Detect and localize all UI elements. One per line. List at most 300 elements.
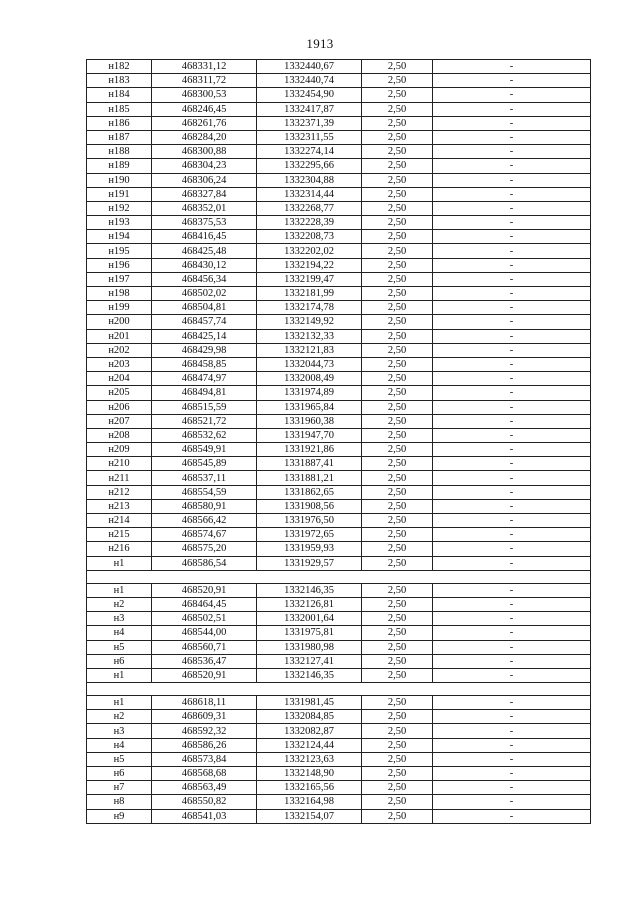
x-coordinate-cell: 468550,82 [152, 795, 257, 809]
page-number: 1913 [306, 36, 334, 51]
point-id-cell: н215 [87, 528, 152, 542]
point-id-cell: н185 [87, 102, 152, 116]
table-row [87, 329, 591, 343]
point-id-cell: н1 [87, 556, 152, 570]
x-coordinate-cell: 468425,14 [152, 329, 257, 343]
table-row [87, 696, 591, 710]
note-cell: - [433, 187, 591, 201]
y-coordinate-cell: 1332268,77 [257, 201, 362, 215]
point-id-cell: н200 [87, 315, 152, 329]
x-coordinate-cell: 468537,11 [152, 471, 257, 485]
x-coordinate-cell: 468474,97 [152, 372, 257, 386]
note-cell: - [433, 626, 591, 640]
y-coordinate-cell: 1332304,88 [257, 173, 362, 187]
point-id-cell: н203 [87, 357, 152, 371]
note-cell: - [433, 372, 591, 386]
point-id-cell: н8 [87, 795, 152, 809]
y-coordinate-cell: 1332181,99 [257, 287, 362, 301]
y-coordinate-cell: 1332082,87 [257, 724, 362, 738]
x-coordinate-cell: 468300,88 [152, 145, 257, 159]
y-coordinate-cell: 1332295,66 [257, 159, 362, 173]
table-row [87, 528, 591, 542]
note-cell: - [433, 116, 591, 130]
x-coordinate-cell: 468261,76 [152, 116, 257, 130]
y-coordinate-cell: 1332084,85 [257, 710, 362, 724]
y-coordinate-cell: 1331887,41 [257, 457, 362, 471]
accuracy-cell: 2,50 [362, 386, 433, 400]
table-row [87, 244, 591, 258]
y-coordinate-cell: 1331976,50 [257, 514, 362, 528]
y-coordinate-cell: 1332440,74 [257, 74, 362, 88]
y-coordinate-cell: 1332371,39 [257, 116, 362, 130]
note-cell: - [433, 428, 591, 442]
table-row [87, 315, 591, 329]
accuracy-cell: 2,50 [362, 767, 433, 781]
y-coordinate-cell: 1332164,98 [257, 795, 362, 809]
point-id-cell: н2 [87, 597, 152, 611]
y-coordinate-cell: 1332417,87 [257, 102, 362, 116]
point-id-cell: н2 [87, 710, 152, 724]
point-id-cell: н207 [87, 414, 152, 428]
note-cell: - [433, 795, 591, 809]
x-coordinate-cell: 468586,26 [152, 738, 257, 752]
accuracy-cell: 2,50 [362, 710, 433, 724]
point-id-cell: н186 [87, 116, 152, 130]
note-cell: - [433, 752, 591, 766]
x-coordinate-cell: 468618,11 [152, 696, 257, 710]
table-row [87, 471, 591, 485]
point-id-cell: н1 [87, 668, 152, 682]
note-cell: - [433, 258, 591, 272]
table-row [87, 626, 591, 640]
accuracy-cell: 2,50 [362, 301, 433, 315]
note-cell: - [433, 485, 591, 499]
table-row [87, 357, 591, 371]
y-coordinate-cell: 1331929,57 [257, 556, 362, 570]
table-row [87, 145, 591, 159]
point-id-cell: н213 [87, 499, 152, 513]
note-cell: - [433, 457, 591, 471]
table-row [87, 400, 591, 414]
x-coordinate-cell: 468430,12 [152, 258, 257, 272]
table-row [87, 116, 591, 130]
y-coordinate-cell: 1332149,92 [257, 315, 362, 329]
y-coordinate-cell: 1332124,44 [257, 738, 362, 752]
table-row [87, 443, 591, 457]
note-cell: - [433, 357, 591, 371]
point-id-cell: н5 [87, 640, 152, 654]
table-row [87, 414, 591, 428]
accuracy-cell: 2,50 [362, 60, 433, 74]
table-row [87, 60, 591, 74]
accuracy-cell: 2,50 [362, 88, 433, 102]
note-cell: - [433, 88, 591, 102]
note-cell: - [433, 329, 591, 343]
accuracy-cell: 2,50 [362, 428, 433, 442]
table-row [87, 187, 591, 201]
table-row [87, 258, 591, 272]
x-coordinate-cell: 468375,53 [152, 216, 257, 230]
accuracy-cell: 2,50 [362, 244, 433, 258]
x-coordinate-cell: 468352,01 [152, 201, 257, 215]
accuracy-cell: 2,50 [362, 696, 433, 710]
note-cell: - [433, 74, 591, 88]
x-coordinate-cell: 468575,20 [152, 542, 257, 556]
accuracy-cell: 2,50 [362, 738, 433, 752]
accuracy-cell: 2,50 [362, 116, 433, 130]
x-coordinate-cell: 468458,85 [152, 357, 257, 371]
point-id-cell: н208 [87, 428, 152, 442]
table-row [87, 457, 591, 471]
y-coordinate-cell: 1332274,14 [257, 145, 362, 159]
accuracy-cell: 2,50 [362, 74, 433, 88]
x-coordinate-cell: 468544,00 [152, 626, 257, 640]
x-coordinate-cell: 468580,91 [152, 499, 257, 513]
y-coordinate-cell: 1332123,63 [257, 752, 362, 766]
table-row [87, 668, 591, 682]
y-coordinate-cell: 1332202,02 [257, 244, 362, 258]
note-cell: - [433, 583, 591, 597]
note-cell: - [433, 809, 591, 823]
table-row [87, 485, 591, 499]
note-cell: - [433, 315, 591, 329]
accuracy-cell: 2,50 [362, 612, 433, 626]
accuracy-cell: 2,50 [362, 187, 433, 201]
point-id-cell: н209 [87, 443, 152, 457]
point-id-cell: н7 [87, 781, 152, 795]
accuracy-cell: 2,50 [362, 654, 433, 668]
note-cell: - [433, 696, 591, 710]
accuracy-cell: 2,50 [362, 752, 433, 766]
note-cell: - [433, 386, 591, 400]
y-coordinate-cell: 1332174,78 [257, 301, 362, 315]
note-cell: - [433, 216, 591, 230]
x-coordinate-cell: 468536,47 [152, 654, 257, 668]
x-coordinate-cell: 468560,71 [152, 640, 257, 654]
table-row [87, 556, 591, 570]
note-cell: - [433, 443, 591, 457]
note-cell: - [433, 556, 591, 570]
table-row [87, 102, 591, 116]
table-row [87, 173, 591, 187]
note-cell: - [433, 597, 591, 611]
point-id-cell: н3 [87, 612, 152, 626]
accuracy-cell: 2,50 [362, 315, 433, 329]
table-row [87, 372, 591, 386]
y-coordinate-cell: 1332165,56 [257, 781, 362, 795]
table-row [87, 752, 591, 766]
table-row [87, 767, 591, 781]
note-cell: - [433, 724, 591, 738]
accuracy-cell: 2,50 [362, 471, 433, 485]
y-coordinate-cell: 1332001,64 [257, 612, 362, 626]
y-coordinate-cell: 1332199,47 [257, 272, 362, 286]
point-id-cell: н1 [87, 583, 152, 597]
note-cell: - [433, 781, 591, 795]
y-coordinate-cell: 1331965,84 [257, 400, 362, 414]
point-id-cell: н195 [87, 244, 152, 258]
y-coordinate-cell: 1332008,49 [257, 372, 362, 386]
x-coordinate-cell: 468425,48 [152, 244, 257, 258]
accuracy-cell: 2,50 [362, 159, 433, 173]
accuracy-cell: 2,50 [362, 216, 433, 230]
y-coordinate-cell: 1332146,35 [257, 668, 362, 682]
x-coordinate-cell: 468520,91 [152, 668, 257, 682]
accuracy-cell: 2,50 [362, 372, 433, 386]
y-coordinate-cell: 1332228,39 [257, 216, 362, 230]
point-id-cell: н183 [87, 74, 152, 88]
x-coordinate-cell: 468429,98 [152, 343, 257, 357]
table-row [87, 499, 591, 513]
accuracy-cell: 2,50 [362, 781, 433, 795]
point-id-cell: н190 [87, 173, 152, 187]
section-separator-cell [87, 570, 591, 583]
table-row [87, 640, 591, 654]
table-row [87, 710, 591, 724]
y-coordinate-cell: 1332440,67 [257, 60, 362, 74]
note-cell: - [433, 612, 591, 626]
y-coordinate-cell: 1331921,86 [257, 443, 362, 457]
note-cell: - [433, 272, 591, 286]
accuracy-cell: 2,50 [362, 102, 433, 116]
note-cell: - [433, 414, 591, 428]
x-coordinate-cell: 468311,72 [152, 74, 257, 88]
accuracy-cell: 2,50 [362, 343, 433, 357]
x-coordinate-cell: 468327,84 [152, 187, 257, 201]
x-coordinate-cell: 468246,45 [152, 102, 257, 116]
x-coordinate-cell: 468515,59 [152, 400, 257, 414]
x-coordinate-cell: 468586,54 [152, 556, 257, 570]
x-coordinate-cell: 468566,42 [152, 514, 257, 528]
x-coordinate-cell: 468456,34 [152, 272, 257, 286]
table-row [87, 301, 591, 315]
point-id-cell: н198 [87, 287, 152, 301]
accuracy-cell: 2,50 [362, 542, 433, 556]
table-row [87, 654, 591, 668]
accuracy-cell: 2,50 [362, 809, 433, 823]
x-coordinate-cell: 468304,23 [152, 159, 257, 173]
y-coordinate-cell: 1331975,81 [257, 626, 362, 640]
x-coordinate-cell: 468331,12 [152, 60, 257, 74]
section-separator-cell [87, 683, 591, 696]
point-id-cell: н210 [87, 457, 152, 471]
accuracy-cell: 2,50 [362, 583, 433, 597]
table-row [87, 343, 591, 357]
accuracy-cell: 2,50 [362, 130, 433, 144]
note-cell: - [433, 173, 591, 187]
table-row [87, 542, 591, 556]
accuracy-cell: 2,50 [362, 173, 433, 187]
y-coordinate-cell: 1331947,70 [257, 428, 362, 442]
accuracy-cell: 2,50 [362, 528, 433, 542]
table-row [87, 230, 591, 244]
accuracy-cell: 2,50 [362, 287, 433, 301]
y-coordinate-cell: 1331960,38 [257, 414, 362, 428]
accuracy-cell: 2,50 [362, 258, 433, 272]
point-id-cell: н205 [87, 386, 152, 400]
point-id-cell: н193 [87, 216, 152, 230]
note-cell: - [433, 514, 591, 528]
note-cell: - [433, 767, 591, 781]
table-row [87, 287, 591, 301]
x-coordinate-cell: 468549,91 [152, 443, 257, 457]
table-row [87, 216, 591, 230]
accuracy-cell: 2,50 [362, 724, 433, 738]
x-coordinate-cell: 468541,03 [152, 809, 257, 823]
table-row [87, 428, 591, 442]
table-row [87, 272, 591, 286]
note-cell: - [433, 640, 591, 654]
table-row [87, 201, 591, 215]
y-coordinate-cell: 1332314,44 [257, 187, 362, 201]
point-id-cell: н191 [87, 187, 152, 201]
x-coordinate-cell: 468545,89 [152, 457, 257, 471]
y-coordinate-cell: 1332311,55 [257, 130, 362, 144]
point-id-cell: н216 [87, 542, 152, 556]
y-coordinate-cell: 1332146,35 [257, 583, 362, 597]
point-id-cell: н199 [87, 301, 152, 315]
y-coordinate-cell: 1331974,89 [257, 386, 362, 400]
note-cell: - [433, 471, 591, 485]
note-cell: - [433, 668, 591, 682]
accuracy-cell: 2,50 [362, 626, 433, 640]
note-cell: - [433, 244, 591, 258]
point-id-cell: н184 [87, 88, 152, 102]
x-coordinate-cell: 468306,24 [152, 173, 257, 187]
point-id-cell: н202 [87, 343, 152, 357]
point-id-cell: н212 [87, 485, 152, 499]
y-coordinate-cell: 1331881,21 [257, 471, 362, 485]
x-coordinate-cell: 468574,67 [152, 528, 257, 542]
point-id-cell: н188 [87, 145, 152, 159]
accuracy-cell: 2,50 [362, 597, 433, 611]
y-coordinate-cell: 1331972,65 [257, 528, 362, 542]
accuracy-cell: 2,50 [362, 514, 433, 528]
coordinates-table [86, 59, 591, 824]
accuracy-cell: 2,50 [362, 457, 433, 471]
y-coordinate-cell: 1331862,65 [257, 485, 362, 499]
y-coordinate-cell: 1332126,81 [257, 597, 362, 611]
table-row [87, 583, 591, 597]
point-id-cell: н206 [87, 400, 152, 414]
point-id-cell: н1 [87, 696, 152, 710]
note-cell: - [433, 159, 591, 173]
accuracy-cell: 2,50 [362, 201, 433, 215]
y-coordinate-cell: 1332121,83 [257, 343, 362, 357]
accuracy-cell: 2,50 [362, 414, 433, 428]
x-coordinate-cell: 468592,32 [152, 724, 257, 738]
x-coordinate-cell: 468609,31 [152, 710, 257, 724]
x-coordinate-cell: 468504,81 [152, 301, 257, 315]
table-row [87, 809, 591, 823]
section-separator-row [87, 570, 591, 583]
x-coordinate-cell: 468520,91 [152, 583, 257, 597]
coordinates-table-body [87, 60, 591, 824]
point-id-cell: н192 [87, 201, 152, 215]
note-cell: - [433, 102, 591, 116]
x-coordinate-cell: 468532,62 [152, 428, 257, 442]
point-id-cell: н204 [87, 372, 152, 386]
table-row [87, 74, 591, 88]
y-coordinate-cell: 1332154,07 [257, 809, 362, 823]
point-id-cell: н4 [87, 626, 152, 640]
table-row [87, 612, 591, 626]
point-id-cell: н201 [87, 329, 152, 343]
accuracy-cell: 2,50 [362, 272, 433, 286]
accuracy-cell: 2,50 [362, 230, 433, 244]
y-coordinate-cell: 1331981,45 [257, 696, 362, 710]
y-coordinate-cell: 1332127,41 [257, 654, 362, 668]
x-coordinate-cell: 468502,51 [152, 612, 257, 626]
x-coordinate-cell: 468416,45 [152, 230, 257, 244]
note-cell: - [433, 145, 591, 159]
accuracy-cell: 2,50 [362, 640, 433, 654]
table-row [87, 724, 591, 738]
accuracy-cell: 2,50 [362, 357, 433, 371]
x-coordinate-cell: 468568,68 [152, 767, 257, 781]
point-id-cell: н197 [87, 272, 152, 286]
accuracy-cell: 2,50 [362, 668, 433, 682]
point-id-cell: н187 [87, 130, 152, 144]
accuracy-cell: 2,50 [362, 443, 433, 457]
note-cell: - [433, 201, 591, 215]
table-row [87, 597, 591, 611]
x-coordinate-cell: 468502,02 [152, 287, 257, 301]
accuracy-cell: 2,50 [362, 485, 433, 499]
y-coordinate-cell: 1332044,73 [257, 357, 362, 371]
point-id-cell: н5 [87, 752, 152, 766]
point-id-cell: н4 [87, 738, 152, 752]
point-id-cell: н6 [87, 767, 152, 781]
note-cell: - [433, 301, 591, 315]
note-cell: - [433, 400, 591, 414]
x-coordinate-cell: 468300,53 [152, 88, 257, 102]
table-row [87, 88, 591, 102]
y-coordinate-cell: 1332148,90 [257, 767, 362, 781]
accuracy-cell: 2,50 [362, 329, 433, 343]
note-cell: - [433, 710, 591, 724]
x-coordinate-cell: 468563,49 [152, 781, 257, 795]
point-id-cell: н194 [87, 230, 152, 244]
point-id-cell: н9 [87, 809, 152, 823]
table-row [87, 514, 591, 528]
point-id-cell: н182 [87, 60, 152, 74]
x-coordinate-cell: 468494,81 [152, 386, 257, 400]
y-coordinate-cell: 1332454,90 [257, 88, 362, 102]
accuracy-cell: 2,50 [362, 400, 433, 414]
note-cell: - [433, 528, 591, 542]
point-id-cell: н196 [87, 258, 152, 272]
note-cell: - [433, 499, 591, 513]
table-row [87, 781, 591, 795]
table-row [87, 386, 591, 400]
note-cell: - [433, 542, 591, 556]
accuracy-cell: 2,50 [362, 795, 433, 809]
point-id-cell: н6 [87, 654, 152, 668]
note-cell: - [433, 130, 591, 144]
accuracy-cell: 2,50 [362, 556, 433, 570]
table-row [87, 738, 591, 752]
note-cell: - [433, 60, 591, 74]
point-id-cell: н211 [87, 471, 152, 485]
y-coordinate-cell: 1331980,98 [257, 640, 362, 654]
y-coordinate-cell: 1331908,56 [257, 499, 362, 513]
accuracy-cell: 2,50 [362, 499, 433, 513]
table-row [87, 130, 591, 144]
point-id-cell: н214 [87, 514, 152, 528]
y-coordinate-cell: 1332208,73 [257, 230, 362, 244]
note-cell: - [433, 738, 591, 752]
